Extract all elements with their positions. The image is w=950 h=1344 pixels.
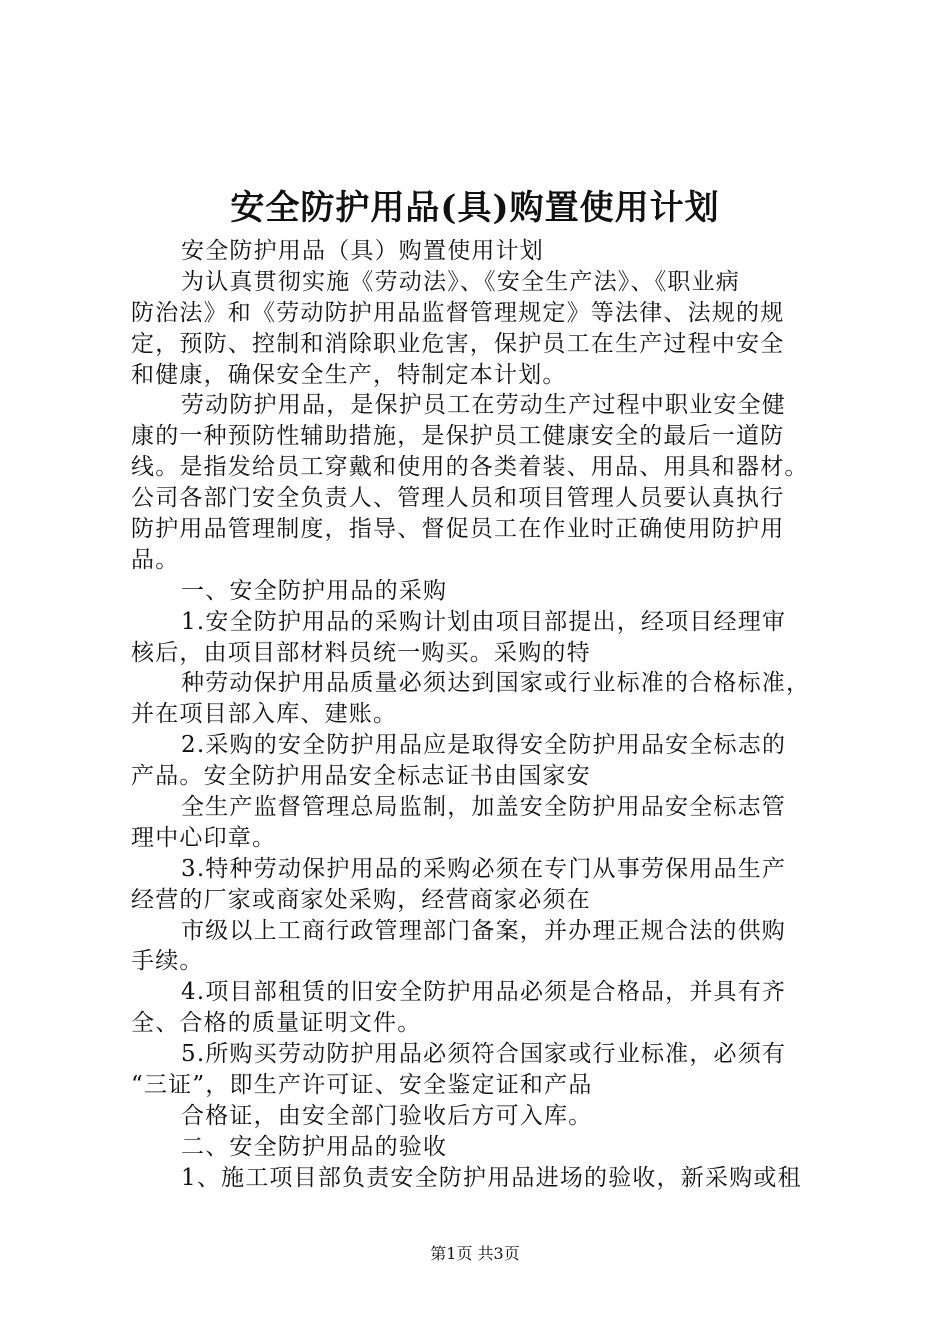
text-line: 防治法》和《劳动防护用品监督管理规定》等法律、法规的规 xyxy=(131,299,785,326)
text-line: 安全防护用品（具）购置使用计划 xyxy=(181,238,544,264)
text-line: 全、合格的质量证明文件。 xyxy=(131,1010,422,1037)
text-line: 全生产监督管理总局监制，加盖安全防护用品安全标志管 xyxy=(181,794,786,821)
document-title: 安全防护用品(具)购置使用计划 xyxy=(230,188,720,228)
text-line: 合格证，由安全部门验收后方可入库。 xyxy=(181,1102,593,1129)
text-line: 康的一种预防性辅助措施，是保护员工健康安全的最后一道防 xyxy=(131,423,785,450)
text-line: 公司各部门安全负责人、管理人员和项目管理人员要认真执行 xyxy=(131,485,785,512)
page-footer: 第1页 共3页 xyxy=(430,1244,520,1263)
text-line: 劳动防护用品，是保护员工在劳动生产过程中职业安全健 xyxy=(181,392,786,419)
text-line: 为认真贯彻实施《劳动法》、《安全生产法》、《职业病 xyxy=(181,268,740,295)
document-body xyxy=(131,236,831,1194)
text-line: 经营的厂家或商家处采购，经营商家必须在 xyxy=(131,886,591,913)
text-line: 核后，由项目部材料员统一购买。采购的特 xyxy=(131,639,591,666)
text-line: 2.采购的安全防护用品应是取得安全防护用品安全标志的 xyxy=(181,732,787,759)
text-line: 线。是指发给员工穿戴和使用的各类着装、用品、用具和器材。 xyxy=(131,454,809,481)
text-line: 防护用品管理制度，指导、督促员工在作业时正确使用防护用 xyxy=(131,516,785,543)
text-line: 5.所购买劳动防护用品必须符合国家或行业标准，必须有 xyxy=(181,1041,787,1068)
text-line: 1、施工项目部负责安全防护用品进场的验收，新采购或租 xyxy=(181,1164,802,1191)
text-line: 产品。安全防护用品安全标志证书由国家安 xyxy=(131,763,591,790)
text-line: 品。 xyxy=(131,546,180,573)
text-line: 定，预防、控制和消除职业危害，保护员工在生产过程中安全 xyxy=(131,330,785,357)
text-line: 3.特种劳动保护用品的采购必须在专门从事劳保用品生产 xyxy=(181,855,787,882)
text-line: 并在项目部入库、建账。 xyxy=(131,701,398,728)
text-line: 理中心印章。 xyxy=(131,824,277,851)
text-line: 1.安全防护用品的采购计划由项目部提出，经项目经理审 xyxy=(181,608,787,635)
text-line: 一、安全防护用品的采购 xyxy=(181,577,448,604)
text-line: “三证”，即生产许可证、安全鉴定证和产品 xyxy=(131,1072,593,1099)
text-line: 手续。 xyxy=(131,948,204,975)
text-line: 市级以上工商行政管理部门备案，并办理正规合法的供购 xyxy=(181,917,786,944)
text-line: 和健康，确保安全生产，特制定本计划。 xyxy=(131,361,567,388)
text-line: 4.项目部租赁的旧安全防护用品必须是合格品，并具有齐 xyxy=(181,979,787,1006)
text-line: 种劳动保护用品质量必须达到国家或行业标准的合格标准， xyxy=(181,670,811,697)
text-line: 二、安全防护用品的验收 xyxy=(181,1133,448,1160)
